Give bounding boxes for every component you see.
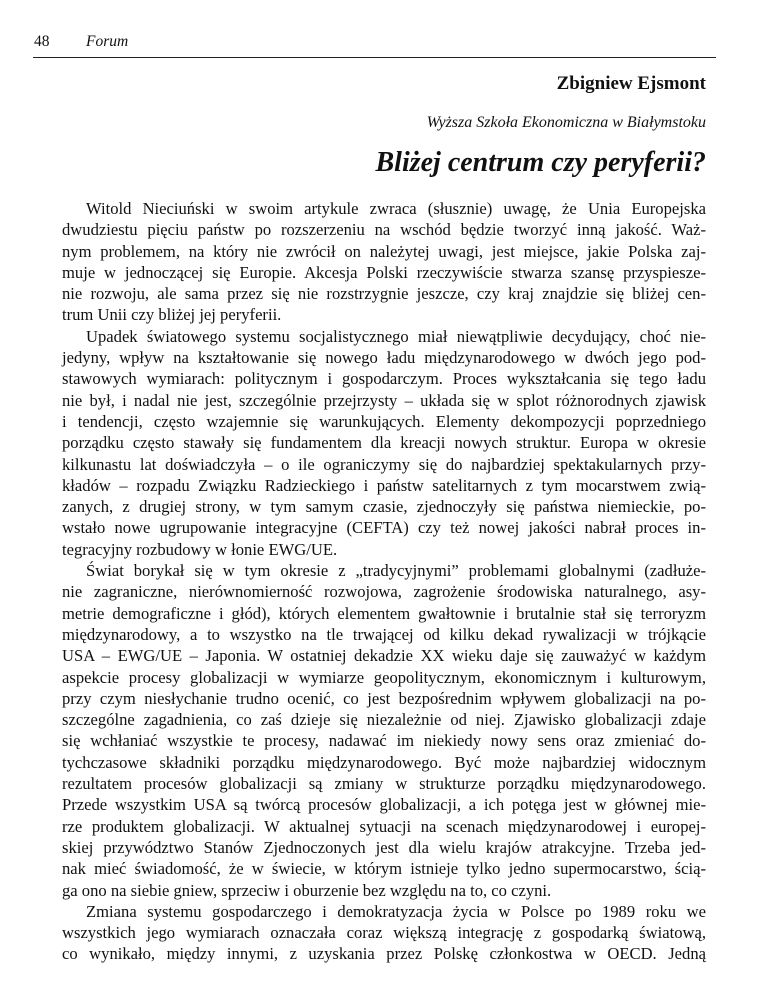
- body-line: Zmiana systemu gospodarczego i demokratyzacja życia w Polsce po 1989 roku we: [86, 901, 706, 921]
- header-rule: [33, 57, 716, 58]
- author-affiliation: Wyższa Szkoła Ekonomiczna w Białymstoku: [426, 114, 706, 131]
- body-line: przy czym niesłychanie trudno ocenić, co jest bezpośrednim wpływem globalizacji na po-: [62, 688, 706, 708]
- running-head: [34, 32, 714, 52]
- body-line: nie był, i nadal nie jest, szczególnie przejrzysty – układa się w splot różnorodnych zjawisk: [62, 390, 706, 410]
- body-line: nie zagraniczne, nierównomierność rozwojowa, zagrożenie środowiska naturalnego, asy-: [62, 582, 706, 602]
- body-line: kładów – rozpadu Związku Radzieckiego i państw satelitarnych z tym mocarstwem zwią-: [62, 475, 706, 495]
- body-line: trum Unii czy bliżej jej peryferii.: [62, 305, 282, 325]
- body-line: porządku często stawały się fundamentem dla kreacji nowych struktur. Europa w okresie: [62, 433, 706, 453]
- article-title: Bliżej centrum czy peryferii?: [375, 147, 706, 178]
- body-line: muje w jednoczącej się Europie. Akcesja Polski rzeczywiście stwarza szansę przyspiesze-: [62, 262, 706, 282]
- body-line: szczególne zagadnienia, co zaś dzieje się niezależnie od niej. Zjawisko globalizacji zdaje: [62, 710, 706, 730]
- body-line: tegracyjny rozbudowy w łonie EWG/UE.: [62, 539, 338, 559]
- body-line: wstało nowe ugrupowanie integracyjne (CEFTA) czy też nowej jakości nabrał proces in-: [62, 518, 706, 538]
- body-line: metrie demograficzne i głód), których elementem gwałtownie i brutalnie stał się terroryzm: [62, 603, 706, 623]
- body-line: i tendencji, często wzajemnie się warunkujących. Elementy dekompozycji poprzedniego: [62, 411, 706, 431]
- body-line: Świat borykał się w tym okresie z „tradycyjnymi” problemami globalnymi (zadłuże-: [86, 561, 706, 581]
- body-line: tychczasowe składniki porządku międzynarodowego. Być może najbardziej widocznym: [62, 752, 706, 772]
- body-line: dwudziestu pięciu państw po rozszerzeniu na wschód będzie tworzyć inną jakość. Waż-: [62, 220, 706, 240]
- body-line: Witold Nieciuński w swoim artykule zwraca (słusznie) uwagę, że Unia Europejska: [86, 199, 706, 218]
- body-line: jedyny, wpływ na kształtowanie się nowego ładu międzynarodowego w dwóch jego pod-: [62, 348, 706, 368]
- body-line: ga ono na siebie gniew, sprzeciw i oburzenie bez względu na to, co czyni.: [62, 880, 552, 900]
- article-body: [62, 198, 706, 965]
- body-line: nie rozwoju, ale sama przez się nie rozstrzygnie jeszcze, czy kraj znajdzie się bliżej cen-: [62, 284, 706, 304]
- body-line: Przede wszystkim USA są twórcą procesów globalizacji, a ich potęga jest w głównej mie-: [62, 795, 706, 815]
- author-name: Zbigniew Ejsmont: [556, 73, 706, 94]
- body-line: wszystkich jego wymiarach oznaczała coraz większą integrację z gospodarką światową,: [62, 923, 706, 943]
- body-line: się wchłaniać wszystkie te procesy, nadawać im niekiedy nowy sens oraz zmieniać do-: [62, 731, 706, 751]
- body-line: nak mieć świadomość, że w świecie, w którym istnieje tylko jedno supermocarstwo, ścią-: [62, 859, 706, 879]
- body-line: rze produktem globalizacji. W aktualnej sytuacji na scenach międzynarodowej i europej-: [62, 816, 706, 836]
- page-number: 48: [34, 33, 50, 50]
- body-line: rezultatem procesów globalizacji są zmiany w strukturze porządku międzynarodowego.: [62, 774, 706, 794]
- body-line: zanych, z drugiej strony, w tym samym czasie, zjednoczyły się państwa niemieckie, po-: [62, 497, 706, 517]
- body-line: skiej przywództwo Stanów Zjednoczonych jest dla wielu krajów atrakcyjne. Trzeba jed-: [62, 837, 706, 857]
- body-line: USA – EWG/UE – Japonia. W ostatniej dekadzie XX wieku daje się zauważyć w każdym: [62, 646, 706, 666]
- body-line: nym problemem, na który nie zwrócił on należytej uwagi, jest miejsce, jakie Polska zaj-: [62, 241, 706, 261]
- body-line: aspekcie procesy globalizacji w wymiarze geopolitycznym, ekonomicznym i kulturowym,: [62, 667, 706, 687]
- journal-name: Forum: [86, 33, 129, 50]
- body-line: Upadek światowego systemu socjalistycznego miał niewątpliwie decydujący, choć nie-: [86, 326, 706, 346]
- body-line: kilkunastu lat doświadczyła – o ile ograniczymy się do najbardziej spektakularnych przy-: [62, 454, 706, 474]
- body-line: międzynarodowy, a to wszystko na tle trwającej od kilku dekad rywalizacji w trójkącie: [62, 624, 706, 644]
- body-line: co wynikało, między innymi, z uzyskania przez Polskę członkostwa w OECD. Jedną: [62, 944, 706, 964]
- body-line: stawowych wymiarach: politycznym i gospodarczym. Proces wykształcania się tego ładu: [62, 369, 706, 389]
